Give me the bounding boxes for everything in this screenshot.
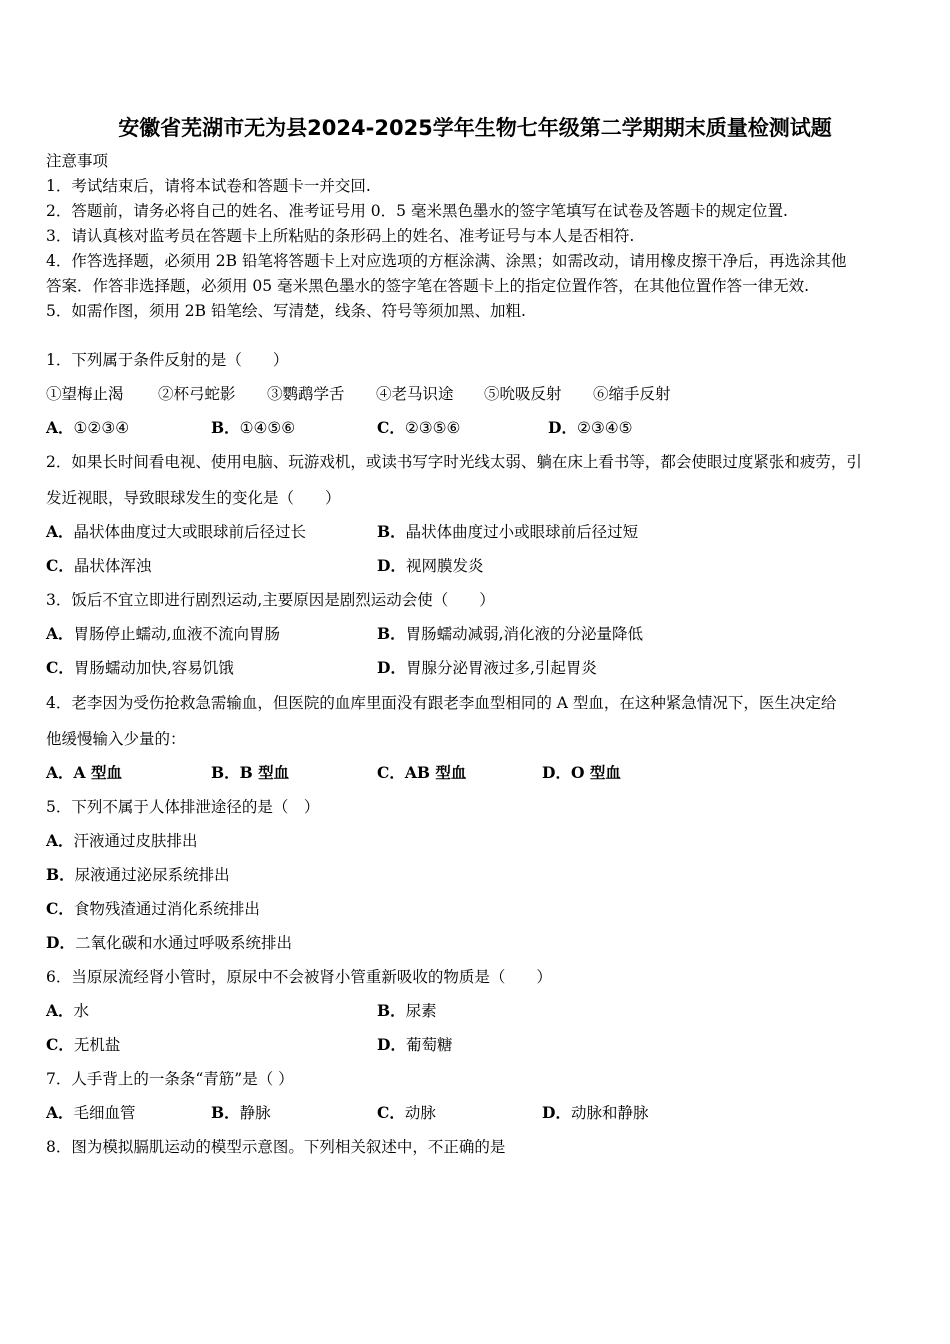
q2-option-b[interactable] — [377, 522, 638, 542]
q7-option-c[interactable] — [377, 1103, 436, 1123]
q4-option-c[interactable] — [377, 763, 466, 783]
option-label: A． — [46, 418, 74, 437]
question-7-stem: 7．人手背上的一条条“青筋”是（ ） — [46, 1070, 294, 1088]
option-label: D． — [46, 933, 75, 952]
option-text: 胃肠蠕动减弱,消化液的分泌量降低 — [405, 625, 644, 643]
q2-option-c[interactable] — [46, 556, 151, 576]
option-text: ①②③④ — [73, 419, 130, 437]
page-title: 安徽省芜湖市无为县2024-2025学年生物七年级第二学期期末质量检测试题 — [118, 116, 832, 140]
option-label: A． — [46, 1103, 74, 1122]
question-6-stem: 6．当原尿流经肾小管时，原尿中不会被肾小管重新吸收的物质是（ ） — [46, 968, 552, 986]
q3-option-b[interactable] — [377, 624, 643, 644]
notice-item: 4．作答选择题，必须用 2B 铅笔将答题卡上对应选项的方框涂满、涂黑；如需改动，请用橡皮擦干净后，再选涂其他 — [46, 252, 847, 270]
option-text: 汗液通过皮肤排出 — [73, 832, 198, 850]
option-text: 二氧化碳和水通过呼吸系统排出 — [74, 934, 292, 952]
option-label: A． — [46, 624, 74, 643]
option-label: D． — [542, 1103, 571, 1122]
option-label: B． — [377, 522, 406, 541]
option-label: C． — [377, 418, 405, 437]
q7-option-a[interactable] — [46, 1103, 136, 1123]
option-text: 毛细血管 — [73, 1104, 136, 1122]
q1-item: ③鹦鹉学舌 — [267, 385, 345, 403]
q5-option-c[interactable] — [46, 899, 260, 919]
question-2-stem: 2．如果长时间看电视、使用电脑、玩游戏机，或读书写字时光线太弱、躺在床上看书等，都会使眼过度紧张和疲劳，引 — [46, 453, 862, 471]
q5-option-d[interactable] — [46, 933, 292, 953]
q1-option-a[interactable] — [46, 418, 129, 438]
notice-item: 1．考试结束后，请将本试卷和答题卡一并交回. — [46, 177, 371, 195]
option-text: 葡萄糖 — [405, 1036, 453, 1054]
question-5-stem: 5．下列不属于人体排泄途径的是（ ） — [46, 798, 320, 816]
q1-option-d[interactable] — [548, 418, 633, 438]
q6-option-a[interactable] — [46, 1001, 89, 1021]
option-text: 静脉 — [239, 1104, 271, 1122]
q4-option-a[interactable] — [46, 763, 122, 783]
option-label: C． — [46, 556, 74, 575]
option-label: C． — [46, 658, 74, 677]
option-text: 动脉和静脉 — [570, 1104, 649, 1122]
option-text: 晶状体曲度过大或眼球前后径过长 — [73, 523, 307, 541]
notice-item: 答案．作答非选择题，必须用 05 毫米黑色墨水的签字笔在答题卡上的指定位置作答，在其他位置作答一律无效. — [46, 277, 810, 295]
option-text: 动脉 — [404, 1104, 436, 1122]
option-label: C． — [377, 763, 405, 782]
option-label: D． — [377, 556, 406, 575]
option-label: B． — [377, 1001, 406, 1020]
option-text: 胃肠停止蠕动,血液不流向胃肠 — [73, 625, 280, 643]
question-4-stem-cont: 他缓慢输入少量的： — [46, 730, 186, 748]
notice-item: 3．请认真核对监考员在答题卡上所粘贴的条形码上的姓名、准考证号与本人是否相符. — [46, 227, 635, 245]
q6-option-d[interactable] — [377, 1035, 452, 1055]
option-label: C． — [377, 1103, 405, 1122]
notice-item: 5．如需作图，须用 2B 铅笔绘、写清楚，线条、符号等须加黑、加粗. — [46, 302, 526, 320]
option-text: 水 — [73, 1002, 90, 1020]
option-label: C． — [46, 899, 74, 918]
option-label: C． — [46, 1035, 74, 1054]
q3-option-c[interactable] — [46, 658, 234, 678]
q1-item: ④老马识途 — [376, 385, 454, 403]
option-label: A． — [46, 763, 74, 782]
question-8-stem: 8．图为模拟膈肌运动的模型示意图。下列相关叙述中，不正确的是 — [46, 1138, 506, 1156]
option-label: B． — [46, 865, 75, 884]
option-text: 尿素 — [405, 1002, 437, 1020]
option-text: 尿液通过泌尿系统排出 — [74, 866, 230, 884]
q2-option-a[interactable] — [46, 522, 306, 542]
q7-option-d[interactable] — [542, 1103, 648, 1123]
option-label: B． — [211, 1103, 240, 1122]
q6-option-b[interactable] — [377, 1001, 437, 1021]
q5-option-b[interactable] — [46, 865, 230, 885]
q1-option-b[interactable] — [211, 418, 295, 438]
option-text: 胃肠蠕动加快,容易饥饿 — [73, 659, 234, 677]
option-label: B． — [211, 418, 240, 437]
option-text: 无机盐 — [73, 1036, 121, 1054]
q4-option-d[interactable] — [542, 763, 621, 783]
option-label: A． — [46, 522, 74, 541]
q2-option-d[interactable] — [377, 556, 483, 576]
option-label: D． — [377, 1035, 406, 1054]
q6-option-c[interactable] — [46, 1035, 120, 1055]
q5-option-a[interactable] — [46, 831, 198, 851]
option-text: 食物残渣通过消化系统排出 — [73, 900, 260, 918]
question-1-stem: 1．下列属于条件反射的是（ ） — [46, 351, 289, 369]
q1-option-c[interactable] — [377, 418, 460, 438]
notice-heading: 注意事项 — [46, 152, 109, 170]
option-text: ①④⑤⑥ — [239, 419, 296, 437]
question-2-stem-cont: 发近视眼，导致眼球发生的变化是（ ） — [46, 489, 341, 507]
question-3-stem: 3．饭后不宜立即进行剧烈运动,主要原因是剧烈运动会使（ ） — [46, 591, 495, 609]
option-text: B 型血 — [239, 763, 290, 782]
option-label: D． — [542, 763, 571, 782]
option-text: 晶状体曲度过小或眼球前后径过短 — [405, 523, 639, 541]
option-text: 晶状体浑浊 — [73, 557, 152, 575]
option-label: A． — [46, 1001, 74, 1020]
option-label: B． — [211, 763, 240, 782]
q1-item: ①望梅止渴 — [46, 385, 124, 403]
option-text: A 型血 — [73, 763, 122, 782]
notice-item: 2．答题前，请务必将自己的姓名、准考证号用 0．5 毫米黑色墨水的签字笔填写在试卷及答题卡的规定位置. — [46, 202, 788, 220]
q1-item: ⑤吮吸反射 — [484, 385, 562, 403]
q3-option-d[interactable] — [377, 658, 597, 678]
option-label: D． — [548, 418, 577, 437]
option-text: ②③⑤⑥ — [404, 419, 461, 437]
option-text: 视网膜发炎 — [405, 557, 484, 575]
q3-option-a[interactable] — [46, 624, 280, 644]
option-text: AB 型血 — [404, 763, 467, 782]
option-text: ②③④⑤ — [576, 419, 633, 437]
q1-item: ②杯弓蛇影 — [158, 385, 236, 403]
q1-item: ⑥缩手反射 — [593, 385, 671, 403]
question-4-stem: 4．老李因为受伤抢救急需输血，但医院的血库里面没有跟老李血型相同的 A 型血，在这种紧急情况下，医生决定给 — [46, 694, 837, 712]
q7-option-b[interactable] — [211, 1103, 271, 1123]
option-text: O 型血 — [570, 763, 621, 782]
option-text: 胃腺分泌胃液过多,引起胃炎 — [405, 659, 597, 677]
option-label: A． — [46, 831, 74, 850]
option-label: B． — [377, 624, 406, 643]
option-label: D． — [377, 658, 406, 677]
q4-option-b[interactable] — [211, 763, 289, 783]
